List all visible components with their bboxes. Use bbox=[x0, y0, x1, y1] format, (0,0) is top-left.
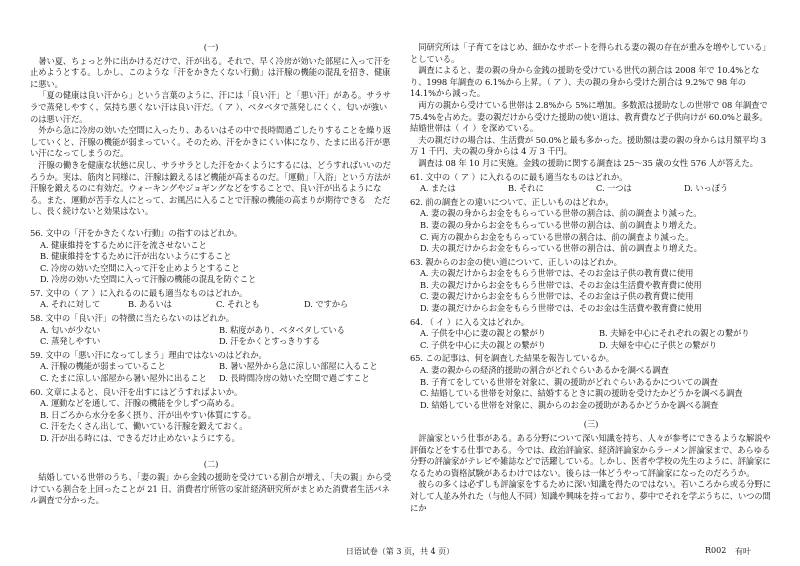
question-stem: 56. 文中の「汗をかきたくない行動」の指すのはどれか。 bbox=[30, 227, 243, 238]
s3-paragraph: 彼らの多くは必ずしも評論家をするために深い知識を得たのではない。若いころから或る分野に対して人並み外れた（与他人不同）知識や興味を持っており、夢中でそれを学ぶうちに、いつの間にか bbox=[410, 479, 771, 513]
question-56 bbox=[30, 228, 392, 286]
s2-paragraph: 調査は 08 年 10 月に実施。金銭の援助に関する調査は 25～35 歳の女性 576 人が答えた。 bbox=[418, 157, 758, 168]
section-3-title: (三) bbox=[583, 419, 599, 430]
question-stem: 65. この記事は、何を調査した結果を報告しているか。 bbox=[410, 353, 614, 364]
option: C. それとも bbox=[216, 299, 260, 310]
option: C. 汗をたくさん出して、働いている汗腺を鍛えておく。 bbox=[40, 421, 248, 432]
option: B. 暑い屋外から急に涼しい部屋に入ること bbox=[219, 361, 378, 372]
section-1-title: (一) bbox=[203, 42, 219, 52]
option: D. 冷房の効いた空間に入って汗腺の機能の混乱を防ぐこと bbox=[40, 274, 257, 285]
s2-paragraph: 両方の親から受けている世帯は 2.8%から 5%に増加。多数派は援助なしの世帯で 08 年調査で 75.4%を占めた。妻の親だけから受けた援助の使い道は、教育費など子供向けが 60.0%と最多。結婚世帯は（ イ ）を深めている。 bbox=[410, 99, 768, 134]
section-2-title: (二) bbox=[203, 458, 219, 469]
option: D. 汗が出る時には、できるだけ止めないようにする。 bbox=[40, 433, 240, 443]
option: D. ですから bbox=[304, 299, 349, 310]
question-63 bbox=[410, 257, 772, 315]
option: C. 冷房の効いた空間に入って汗を止めようとすること bbox=[40, 262, 240, 273]
s3-paragraph: 評論家という仕事がある。ある分野について深い知識を持ち、人々が参考にできるような解説や評価などをする仕事である。今では、政治評論家、経済評論家からラーメン評論家まで、あらゆる分野の評論家がテレビや雑誌などで活躍している。しかし、医者や学校の先生のように、評論家になるための資格試験があるわけではない。後らは一体どうやって評論家になったのだろうか。 bbox=[410, 433, 771, 478]
option: B. 子育てをしている世帯を対象に、親の援助がどれぐらいあるかについての調査 bbox=[420, 376, 718, 387]
option: D. 夫婦を中心に子供との繋がり bbox=[599, 339, 717, 350]
option: B. 妻の親の身からお金をもらっている世帯の割合は、前の調査より増えた。 bbox=[420, 219, 702, 230]
question-64 bbox=[410, 317, 772, 352]
option: C. 妻の親だけからお金をもらう世帯では、そのお金は子供の教育費に使用 bbox=[420, 291, 694, 302]
option: B. 健康維持をするために汗が出ないようにすること bbox=[40, 251, 232, 262]
s1-paragraph: 暑い夏、ちょっと外に出かけるだけで、汗が出る。それで、早く冷房が効いた部屋に入って汗を止めようとする。しかし、このような「汗をかきたくない行動」は汗腺の機能の混乱を招き、健康に悪い。 bbox=[30, 55, 391, 89]
s1-paragraph: 汗腺の働きを健康な状態に戻し、サラサラとした汗をかくようにするには、どうすればいいのだろうか。実は、筋肉と同様に、汗腺は鍛えるほど機能が高まるのだ。「運動」「入浴」という方法が汗腺を鍛えるのに有効だ。ウォーキングやジョギングなどをすることで、良い汗が出るようになる。また、運動が苦手な人にとって、お風呂に入ることで汗腺の機能の高まりが期待できる ただし、長く続けないと効果はない。 bbox=[30, 159, 391, 217]
option: A. 妻の親からの経済的援助の割合がどれぐらいあるかを調べる調査 bbox=[420, 365, 669, 376]
question-57 bbox=[30, 288, 392, 311]
option: C. 蒸発しやすい bbox=[40, 336, 101, 347]
s1-paragraph: 外から急に冷房の効いた空間に入ったり、あるいはその中で長時間過ごしたりすることを繰り返していくと、汗腺の機能が弱まっていく。そのため、汗をかきにくい体になり、たまに出る汗が悪い汗になってしまうのだ。 bbox=[30, 125, 391, 159]
s2-paragraph: 結婚している世帯のうち、「妻の親」から金銭の援助を受けている割合が増え、「夫の親」から受けている割合を上回ったことが 21 日、消費者庁所管の家計経済研究所がまとめた消費者生活パネル調査で分かった。 bbox=[30, 472, 392, 506]
option: B. あるいは bbox=[128, 299, 172, 310]
option: D. 汗をかくとすっきりする bbox=[219, 336, 320, 347]
s2-paragraph: 夫の親だけの場合は、生活費が 50.0%と最も多かった。援助額は妻の親の身からは月額平均 3 万 1 千円、夫の親の身からは 4 万 3 千円。 bbox=[410, 134, 766, 157]
question-stem: 63. 親からのお金の使い道について、正しいのはどれか。 bbox=[410, 256, 622, 267]
option: B. 日ごろから水分を多く摂り、汗が出やすい体質にする。 bbox=[40, 409, 256, 420]
option: C. たまに涼しい部屋から暑い屋外に出ること bbox=[40, 373, 207, 384]
option: D. いっぽう bbox=[684, 183, 729, 194]
option: A. 夫の親だけからお金をもらう世帯では、そのお金は子供の教育費に使用 bbox=[420, 268, 694, 279]
option: D. 夫の親だけからお金をもらっている世帯の割合は、前の調査より増えた。 bbox=[420, 243, 702, 254]
footer-note: 有叶 bbox=[735, 547, 751, 556]
question-59 bbox=[30, 350, 392, 385]
option: A. 汗腺の機能が弱まっていること bbox=[40, 361, 166, 372]
question-stem: 58. 文中の「良い汗」の特徴に当たらないのはどれか。 bbox=[30, 313, 234, 324]
option: D. 結婚している世帯を対象に、親からのお金の援助があるかどうかを調べる調査 bbox=[420, 399, 719, 410]
option: A. または bbox=[420, 183, 456, 194]
option: B. 夫の親だけからお金をもらう世帯では、そのお金は生活費や教育費に使用 bbox=[420, 279, 702, 290]
exam-code: R002 bbox=[705, 546, 727, 555]
option: A. 運動などを通して、汗腺の機能を少しずつ高める。 bbox=[40, 398, 240, 409]
right-column bbox=[410, 42, 772, 514]
question-stem: 59. 文中の「悪い汗になってしまう」理由ではないのはどれか。 bbox=[30, 349, 267, 360]
question-stem: 62. 前の調査との違いについて、正しいものはどれか。 bbox=[410, 196, 614, 207]
option: B. 粘度があり、ベタベタしている bbox=[219, 324, 345, 335]
question-62 bbox=[410, 197, 772, 255]
left-column bbox=[30, 42, 392, 507]
option: D. 長時間冷房の効いた空間で過ごすこと bbox=[219, 373, 370, 384]
option: A. 子供を中心に妻の親との繋がり bbox=[420, 328, 546, 339]
s2-paragraph: 調査によると、妻の親の身から金銭の援助を受けている世代の割合は 2008 年で 10.4%となり、1998 年調査の 6.1%から上昇。（ ア ）、夫の親の身から受けた割合は 9.2%で 98 年の 14.1%から減った。 bbox=[410, 65, 760, 99]
option: A. 匂いが少ない bbox=[40, 324, 101, 335]
question-61 bbox=[410, 172, 772, 195]
option: D. 妻の親だけからお金をもらう世帯では、そのお金は生活費や教育費に使用 bbox=[420, 303, 702, 314]
option: B. それに bbox=[508, 183, 544, 194]
option: C. 一つは bbox=[596, 183, 632, 194]
question-65 bbox=[410, 353, 772, 411]
question-stem: 57. 文中の（ ア ）に入れるのに最も適当なものはどれか。 bbox=[30, 287, 248, 298]
question-60 bbox=[30, 387, 392, 445]
s2-paragraph: 同研究所は「子育てをはじめ、細かなサポートを得られる妻の親の存在が重みを増やしている」としている。 bbox=[410, 42, 771, 64]
option: A. それに対して bbox=[40, 299, 101, 310]
question-58 bbox=[30, 313, 392, 348]
question-stem: 64. （ イ ）に入る文はどれか。 bbox=[410, 316, 529, 327]
option: A. 健康維持をするために汗を流させないこと bbox=[40, 239, 207, 250]
option: C. 両方の親からお金をもらっている世帯の割合は、前の調査より減った。 bbox=[420, 231, 694, 242]
question-stem: 61. 文中の（ ア ）に入れるのに最も適当なものはどれか。 bbox=[410, 171, 628, 182]
option: C. 子供を中心に夫の親との繋がり bbox=[420, 339, 546, 350]
page-footer: 日语试卷（第 3 页，共 4 页） bbox=[345, 547, 455, 556]
option: B. 夫婦を中心にそれぞれの親との繋がり bbox=[599, 328, 750, 339]
option: C. 結婚している世帯を対象に、結婚するときに親の援助を受けたかどうかを調べる調査 bbox=[420, 388, 743, 399]
option: A. 妻の親の身からお金をもらっている世帯の割合は、前の調査より減った。 bbox=[420, 208, 702, 219]
question-stem: 60. 文章によると、良い汗を出すにはどうすればよいか。 bbox=[30, 386, 243, 397]
s1-paragraph: 「夏の健康は良い汗から」という言葉のように、汗には「良い汗」と「悪い汗」がある。サラサラで蒸発しやすく、気持ち悪くない汗は良い汗だ。（ ア ）、ベタベタで蒸発しにくく、匂いが強いのは悪い汗だ。 bbox=[30, 90, 391, 124]
